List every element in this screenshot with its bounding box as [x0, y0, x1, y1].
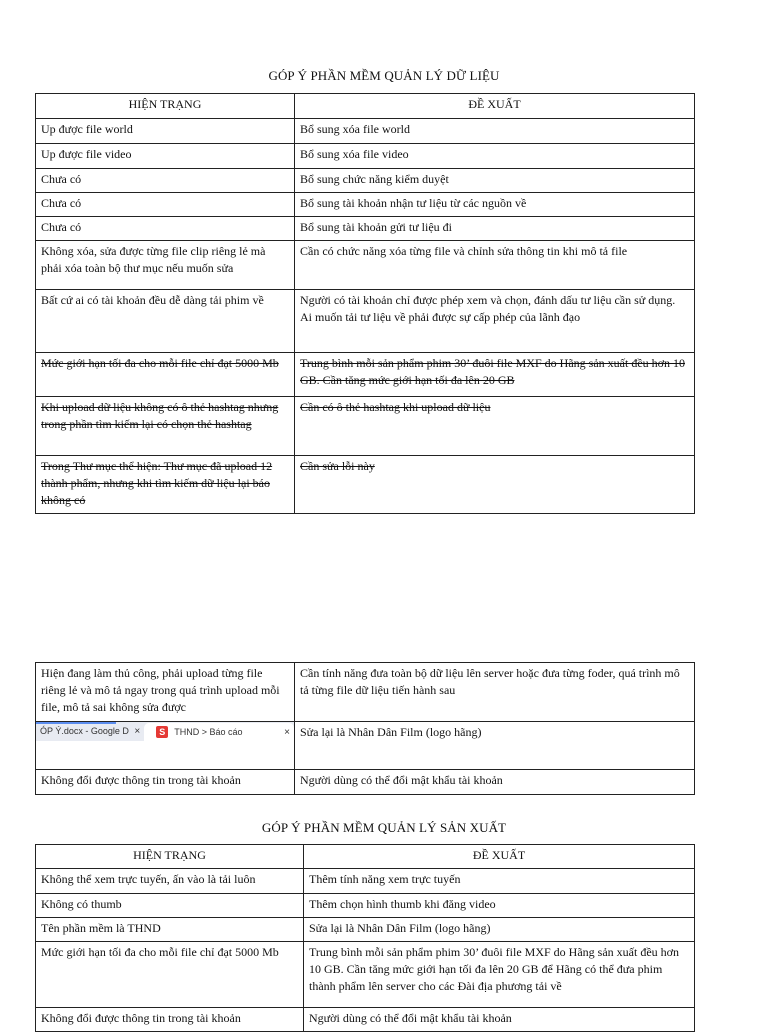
table-row-struck	[36, 353, 695, 397]
table-row	[36, 663, 695, 722]
proposal-cell: Thêm chọn hình thumb khi đăng video	[304, 894, 695, 918]
current-state-cell	[36, 722, 295, 770]
proposal-cell: Sửa lại là Nhân Dân Film (logo hãng)	[295, 722, 695, 770]
tab-title: ÓP Ý.docx - Google D	[40, 726, 129, 736]
current-state-cell: Chưa có	[36, 217, 295, 241]
production-management-table	[35, 844, 695, 1032]
header-proposal: ĐỀ XUẤT	[295, 94, 695, 119]
table-row-struck	[36, 456, 695, 514]
table-header-row	[36, 845, 695, 869]
current-state-cell: Mức giới hạn tối đa cho mỗi file chỉ đạt 5000 Mb	[36, 353, 295, 397]
tab-google-doc[interactable]	[36, 722, 144, 741]
thnd-favicon-icon: S	[156, 726, 168, 738]
current-state-cell: Không xóa, sửa được từng file clip riêng lẻ mà phải xóa toàn bộ thư mục nếu muốn sửa	[36, 241, 295, 290]
proposal-cell: Thêm tính năng xem trực tuyến	[304, 869, 695, 894]
table-row	[36, 918, 695, 942]
current-state-cell: Mức giới hạn tối đa cho mỗi file chỉ đạt 5000 Mb	[36, 942, 304, 1008]
proposal-cell: Cần có chức năng xóa từng file và chỉnh sửa thông tin khi mô tả file	[295, 241, 695, 290]
proposal-cell: Trung bình mỗi sản phẩm phim 30’ đuôi file MXF do Hãng sản xuất đều hơn 10 GB. Cần tăng mức giới hạn tối đa lên 20 GB để Hãng có thể đưa phim thành phẩm lên server cho các Đài địa phương tải về	[304, 942, 695, 1008]
current-state-cell: Không đổi được thông tin trong tài khoản	[36, 770, 295, 795]
current-state-cell: Up được file video	[36, 144, 295, 169]
table-row	[36, 1008, 695, 1032]
proposal-cell: Bổ sung xóa file world	[295, 119, 695, 144]
proposal-cell: Bổ sung chức năng kiểm duyệt	[295, 169, 695, 193]
table-row	[36, 241, 695, 290]
production-management-title: GÓP Ý PHẦN MỀM QUẢN LÝ SẢN XUẤT	[261, 820, 507, 835]
data-management-title: GÓP Ý PHẦN MỀM QUẢN LÝ DỮ LIỆU	[268, 68, 500, 83]
current-state-cell: Hiện đang làm thủ công, phải upload từng file riêng lẻ và mô tả ngay trong quá trình upload mỗi file, mô tả sai không sửa được	[36, 663, 295, 722]
current-state-cell: Tên phần mềm là THND	[36, 918, 304, 942]
header-proposal: ĐỀ XUẤT	[304, 845, 695, 869]
proposal-cell: Bổ sung xóa file video	[295, 144, 695, 169]
tab-thnd-report[interactable]	[144, 723, 294, 741]
close-icon[interactable]: ×	[134, 726, 141, 737]
table-row	[36, 169, 695, 193]
proposal-cell: Cần sửa lỗi này	[295, 456, 695, 514]
proposal-cell: Người dùng có thể đổi mật khẩu tài khoản	[304, 1008, 695, 1032]
table-row	[36, 869, 695, 894]
current-state-cell: Khi upload dữ liệu không có ô thẻ hashtag nhưng trong phần tìm kiếm lại có chọn thẻ hashtag	[36, 397, 295, 456]
table-row	[36, 119, 695, 144]
current-state-cell: Không đổi được thông tin trong tài khoản	[36, 1008, 304, 1032]
current-state-cell: Chưa có	[36, 169, 295, 193]
data-management-table	[35, 93, 695, 514]
header-current-state: HIỆN TRẠNG	[36, 845, 304, 869]
proposal-cell: Người dùng có thể đổi mật khẩu tài khoản	[295, 770, 695, 795]
table-header-row	[36, 94, 695, 119]
table-row	[36, 144, 695, 169]
table-row	[36, 942, 695, 1008]
table-row	[36, 290, 695, 353]
proposal-cell: Bổ sung tài khoản gửi tư liệu đi	[295, 217, 695, 241]
current-state-cell: Không có thumb	[36, 894, 304, 918]
table-row	[36, 217, 695, 241]
current-state-cell: Không thể xem trực tuyến, ấn vào là tải luôn	[36, 869, 304, 894]
proposal-cell: Sửa lại là Nhân Dân Film (logo hãng)	[304, 918, 695, 942]
tab-title: THND > Báo cáo	[174, 726, 243, 737]
current-state-cell: Trong Thư mục thể hiện: Thư mục đã upload 12 thành phẩm, nhưng khi tìm kiếm dữ liệu lại báo không có	[36, 456, 295, 514]
proposal-cell: Người có tài khoản chỉ được phép xem và chọn, đánh dấu tư liệu cần sử dụng. Ai muốn tải tư liệu về phải được sự cấp phép của lãnh đạo	[295, 290, 695, 353]
table-row	[36, 894, 695, 918]
proposal-cell: Trung bình mỗi sản phẩm phim 30’ đuôi file MXF do Hãng sản xuất đều hơn 10 GB. Cần tăng mức giới hạn tối đa lên 20 GB	[295, 353, 695, 397]
table-row-struck	[36, 397, 695, 456]
table-row	[36, 193, 695, 217]
additional-issues-table	[35, 662, 695, 795]
header-current-state: HIỆN TRẠNG	[36, 94, 295, 119]
table-row	[36, 770, 695, 795]
browser-tab-strip	[36, 722, 294, 741]
proposal-cell: Cần có ô thẻ hashtag khi upload dữ liệu	[295, 397, 695, 456]
proposal-cell: Bổ sung tài khoản nhận tư liệu từ các nguồn về	[295, 193, 695, 217]
current-state-cell: Up được file world	[36, 119, 295, 144]
table-row	[36, 722, 695, 770]
proposal-cell: Cần tính năng đưa toàn bộ dữ liệu lên server hoặc đưa từng foder, quá trình mô tả từng file dữ liệu tiến hành sau	[295, 663, 695, 722]
close-icon[interactable]: ×	[284, 726, 290, 738]
current-state-cell: Chưa có	[36, 193, 295, 217]
current-state-cell: Bất cứ ai có tài khoản đều dễ dàng tải phim về	[36, 290, 295, 353]
tab-accent-bar	[36, 722, 116, 724]
